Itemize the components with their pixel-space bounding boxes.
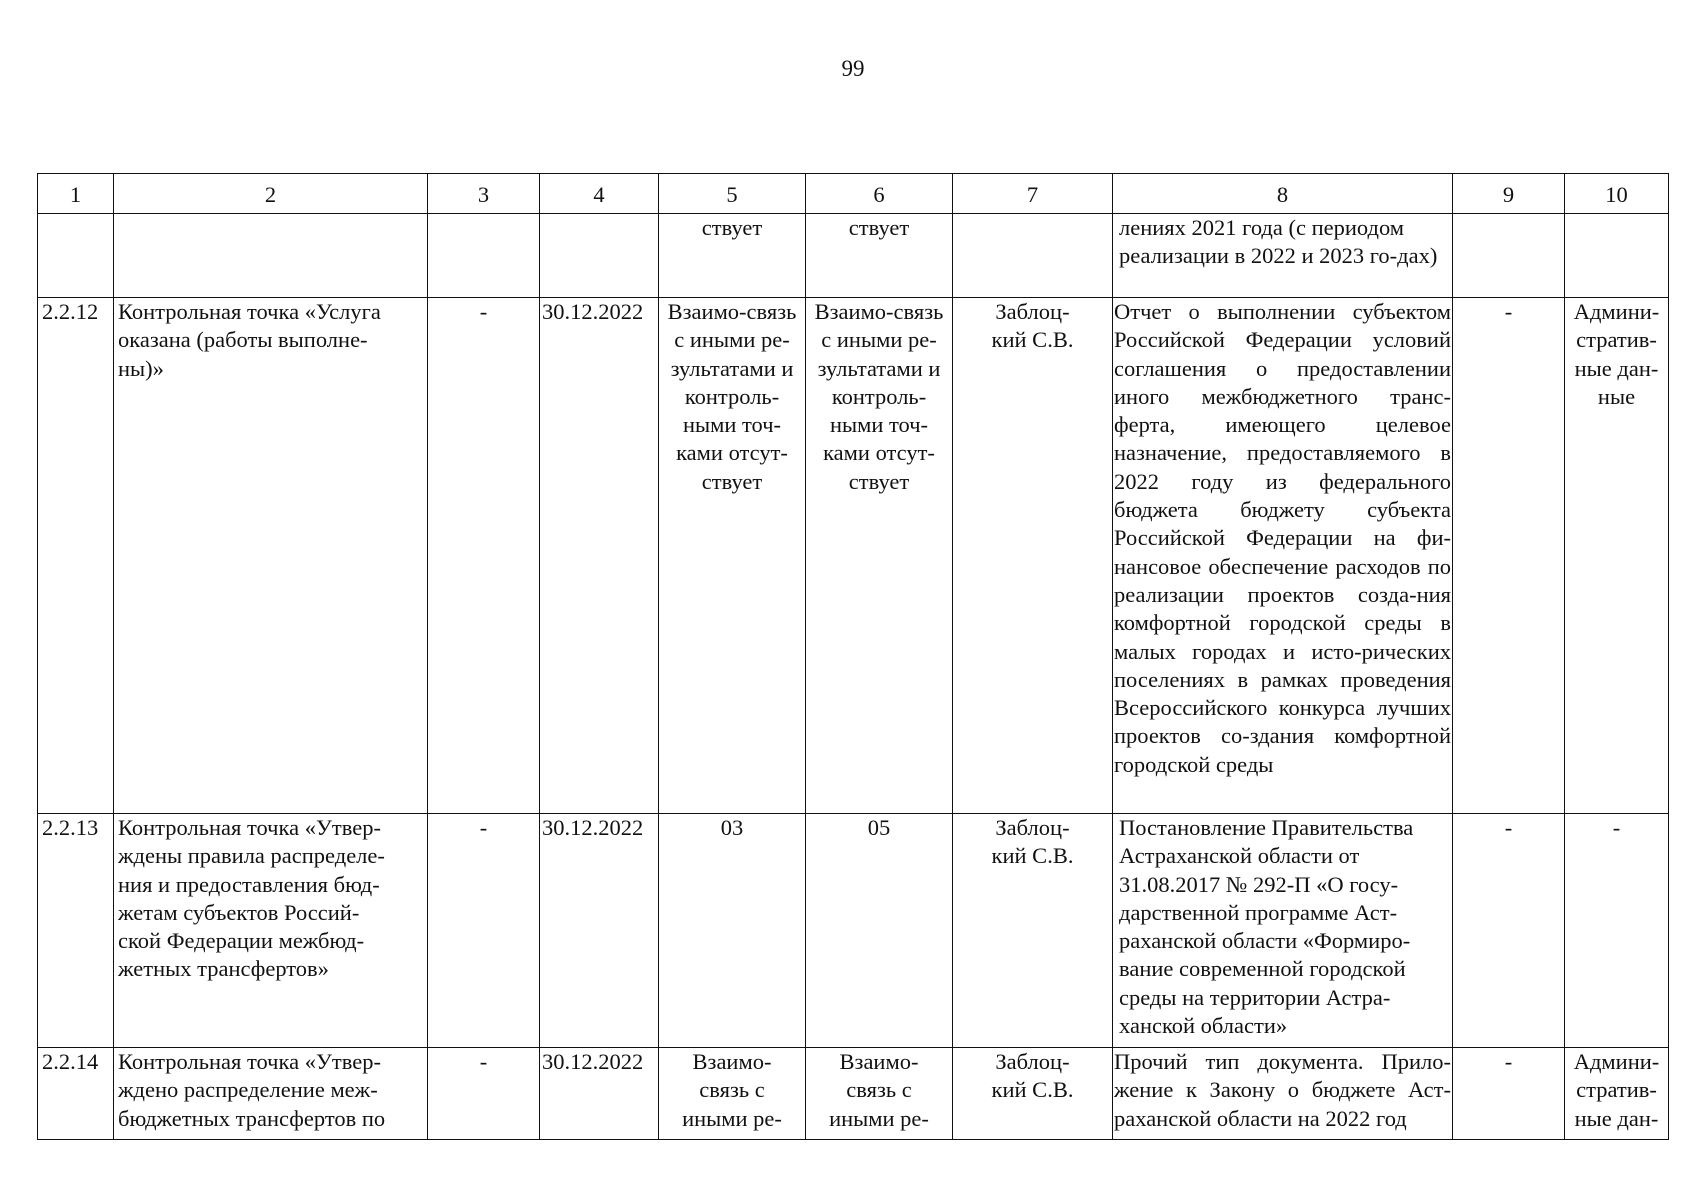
table-cell: 05 [806,814,953,1048]
table-cell: Взаимо-связь с иными ре- [659,1048,806,1140]
table-cell-document: лениях 2021 года (с периодом реализации в 2022 и 2023 го-дах) [1113,214,1453,298]
table-cell-document: Прочий тип документа. Прило-жение к Закону о бюджете Аст-раханской области на 2022 год [1113,1048,1453,1140]
table-cell: - [1565,814,1669,1048]
table-cell [1565,214,1669,298]
table-cell-name: Контрольная точка «Утвер-ждено распределение меж-бюджетных трансфертов по [114,1048,428,1140]
column-header: 1 [38,174,114,214]
table-cell-name [114,214,428,298]
table-cell: - [1453,1048,1565,1140]
table-cell-document: Постановление Правительства Астраханской области от 31.08.2017 № 292-П «О госу-дарственной программе Аст-раханской области «Формиро-вание современной городской среды на территории Астра-ханской области» [1113,814,1453,1048]
table-cell-responsible: Заблоц-кий С.В. [953,814,1113,1048]
data-table [37,173,1669,1140]
table-cell: ствует [806,214,953,298]
table-cell-responsible: Заблоц-кий С.В. [953,1048,1113,1140]
table-cell-responsible: Заблоц-кий С.В. [953,298,1113,814]
table-cell-date [540,214,659,298]
column-header: 8 [1113,174,1453,214]
column-header: 2 [114,174,428,214]
table-cell: - [428,1048,540,1140]
table-cell-document: Отчет о выполнении субъектом Российской Федерации условий соглашения о предоставлении иного межбюджетного транс-ферта, имеющего целевое назначение, предоставляемого в 2022 году из федерального бюджета бюджету субъекта Российской Федерации на фи-нансовое обеспечение расходов по реализации проектов созда-ния комфортной городской среды в малых городах и исто-рических поселениях в рамках проведения Всероссийского конкурса лучших проектов со-здания комфортной городской среды [1113,298,1453,814]
column-header: 6 [806,174,953,214]
table-cell-date: 30.12.2022 [540,298,659,814]
table-cell: ствует [659,214,806,298]
table-cell: Взаимо-связь с иными ре- [806,1048,953,1140]
table-cell-number [38,214,114,298]
table-cell [1453,214,1565,298]
table-cell-name: Контрольная точка «Утвер-ждены правила распределе-ния и предоставления бюд-жетам субъектов Россий-ской Федерации межбюд-жетных трансфертов» [114,814,428,1048]
table-cell: Админи-стратив-ные дан- [1565,1048,1669,1140]
table-row [38,214,1669,298]
table-cell-number: 2.2.14 [38,1048,114,1140]
column-header: 10 [1565,174,1669,214]
table-cell [428,214,540,298]
table-cell: Взаимо-связь с иными ре-зультатами и контроль-ными точ-ками отсут-ствует [659,298,806,814]
table-cell: - [1453,298,1565,814]
table-cell: Взаимо-связь с иными ре-зультатами и контроль-ными точ-ками отсут-ствует [806,298,953,814]
table-row [38,1048,1669,1140]
page-number: 99 [841,56,865,81]
table-cell: 03 [659,814,806,1048]
table-cell-number: 2.2.13 [38,814,114,1048]
table-header-row [38,174,1669,214]
table-cell-date: 30.12.2022 [540,814,659,1048]
column-header: 7 [953,174,1113,214]
table-cell-responsible [953,214,1113,298]
table-cell: - [428,814,540,1048]
table-cell-date: 30.12.2022 [540,1048,659,1140]
table-cell: Админи-стратив-ные дан-ные [1565,298,1669,814]
table-row [38,814,1669,1048]
table-cell-name: Контрольная точка «Услуга оказана (работы выполне-ны)» [114,298,428,814]
column-header: 3 [428,174,540,214]
table-cell: - [428,298,540,814]
column-header: 5 [659,174,806,214]
table-cell-number: 2.2.12 [38,298,114,814]
column-header: 9 [1453,174,1565,214]
table-cell: - [1453,814,1565,1048]
column-header: 4 [540,174,659,214]
table-row [38,298,1669,814]
